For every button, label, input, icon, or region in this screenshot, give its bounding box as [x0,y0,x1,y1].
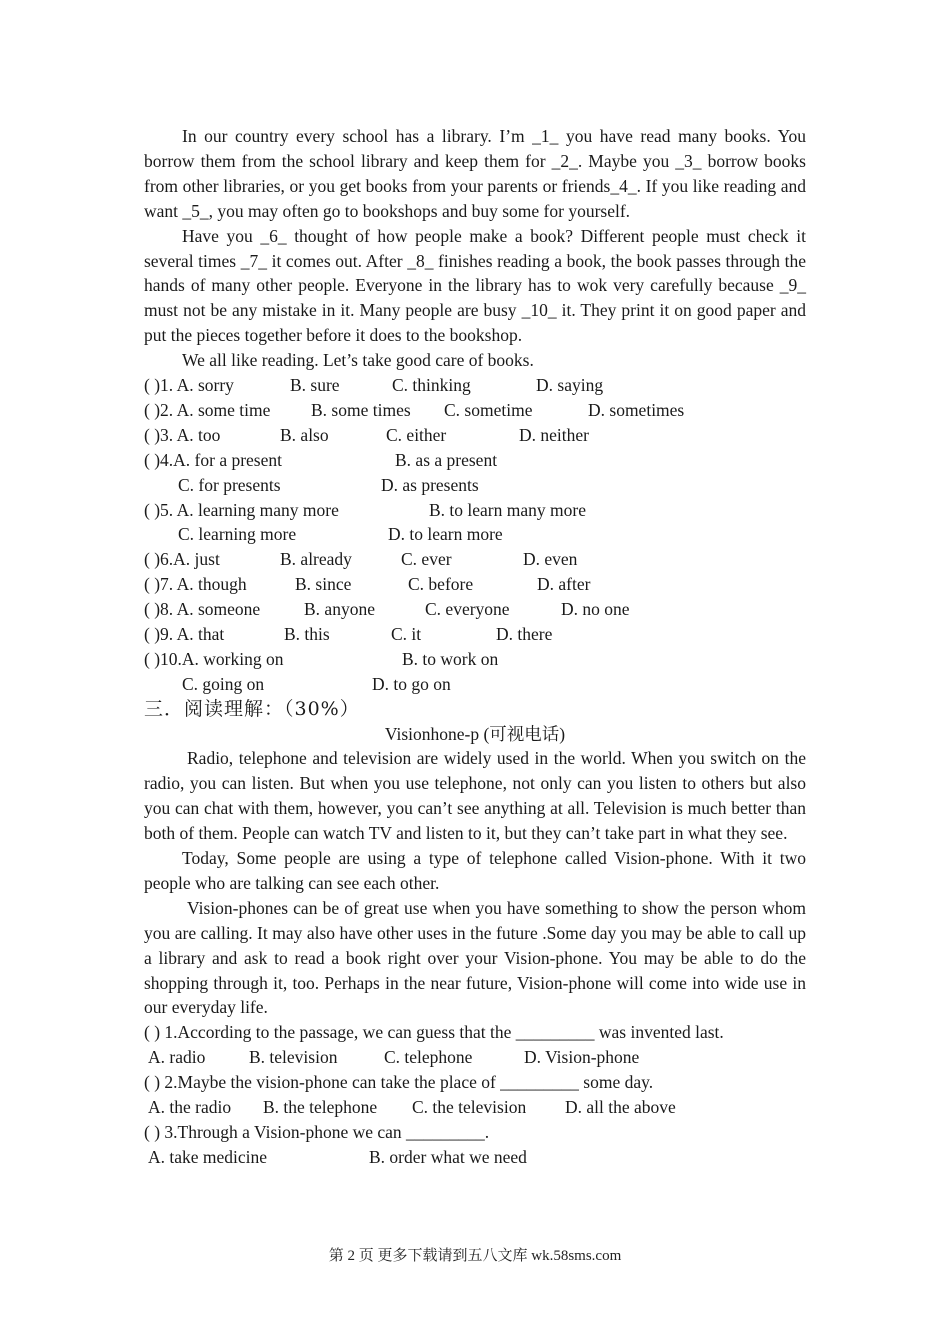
reading-question-3: ( ) 3.Through a Vision-phone we can _________. [144,1121,490,1142]
cloze-question-4-cont: C. for presents D. as presents [178,474,479,495]
passage2-paragraph-3: Vision-phones can be of great use when you have something to show the person whom you are calling. It may also have other uses in the future .Some day you may be able to call up a library and ask to read a book right over your Vision-phone. You may be able to do the shopping through it, too. Perhaps in the near future, Vision-phone will come into wide use in our everyday life. [144,897,806,1018]
passage2-paragraph-2: Today, Some people are using a type of telephone called Vision-phone. With it two people who are talking can see each other. [144,848,806,893]
cloze-question-7: ( )7. A. though B. since C. before D. after [144,574,591,595]
cloze-question-3: ( )3. A. too B. also C. either D. neither [144,424,589,445]
reading-question-2-options: A. the radio B. the telephone C. the television D. all the above [148,1097,676,1118]
document-page [144,124,806,1170]
cloze-question-4: ( )4.A. for a present B. as a present [144,449,498,470]
cloze-question-2: ( )2. A. some time B. some times C. sometime D. sometimes [144,399,685,420]
passage2-paragraph-1: Radio, telephone and television are widely used in the world. When you switch on the radio, you can listen. But when you use telephone, not only can you listen to others but also you can chat with them, however, you can’t see anything at all. Television is much better than both of them. People can watch TV and listen to it, but they can’t take part in what they see. [144,748,806,844]
passage1-paragraph-1: In our country every school has a library. I’m _1_ you have read many books. You borrow them from the school library and keep them for _2_. Maybe you _3_ borrow books from other libraries, or you get books from your parents or friends_4_. If you like reading and want _5_, you may often go to bookshops and buy some for yourself. [144,126,806,221]
page-footer: 第 2 页 更多下载请到五八文库 wk.58sms.com [328,1248,622,1264]
cloze-question-10: ( )10.A. working on B. to work on [144,648,499,669]
section-heading: 三．阅读理解：（30%） [144,697,360,720]
reading-question-3-options: A. take medicine B. order what we need [148,1146,527,1167]
cloze-question-10-cont: C. going on D. to go on [182,673,451,694]
cloze-question-9: ( )9. A. that B. this C. it D. there [144,623,553,644]
cloze-question-5: ( )5. A. learning many more B. to learn many more [144,499,586,520]
cloze-question-8: ( )8. A. someone B. anyone C. everyone D. no one [144,599,630,620]
reading-question-1-options: A. radio B. television C. telephone D. Vision-phone [148,1047,640,1068]
cloze-question-1: ( )1. A. sorry B. sure C. thinking D. saying [144,375,604,396]
reading-question-2: ( ) 2.Maybe the vision-phone can take the place of _________ some day. [144,1072,654,1093]
passage1-paragraph-2: Have you _6_ thought of how people make a book? Different people must check it several times _7_ it comes out. After _8_ finishes reading a book, the book passes through the hands of many other people. Everyone in the library has to wok very carefully because _9_ must not be any mistake in it. Many people are busy _10_ it. They print it on good paper and put the pieces together before it does to the bookshop. [144,225,806,346]
passage-title: Visionhone-p (可视电话) [384,723,566,744]
passage1-paragraph-3: We all like reading. Let’s take good care of books. [182,350,534,371]
cloze-question-5-cont: C. learning more D. to learn more [178,524,503,545]
cloze-question-6: ( )6.A. just B. already C. ever D. even [144,549,578,570]
reading-question-1: ( ) 1.According to the passage, we can guess that the _________ was invented last. [144,1022,724,1043]
